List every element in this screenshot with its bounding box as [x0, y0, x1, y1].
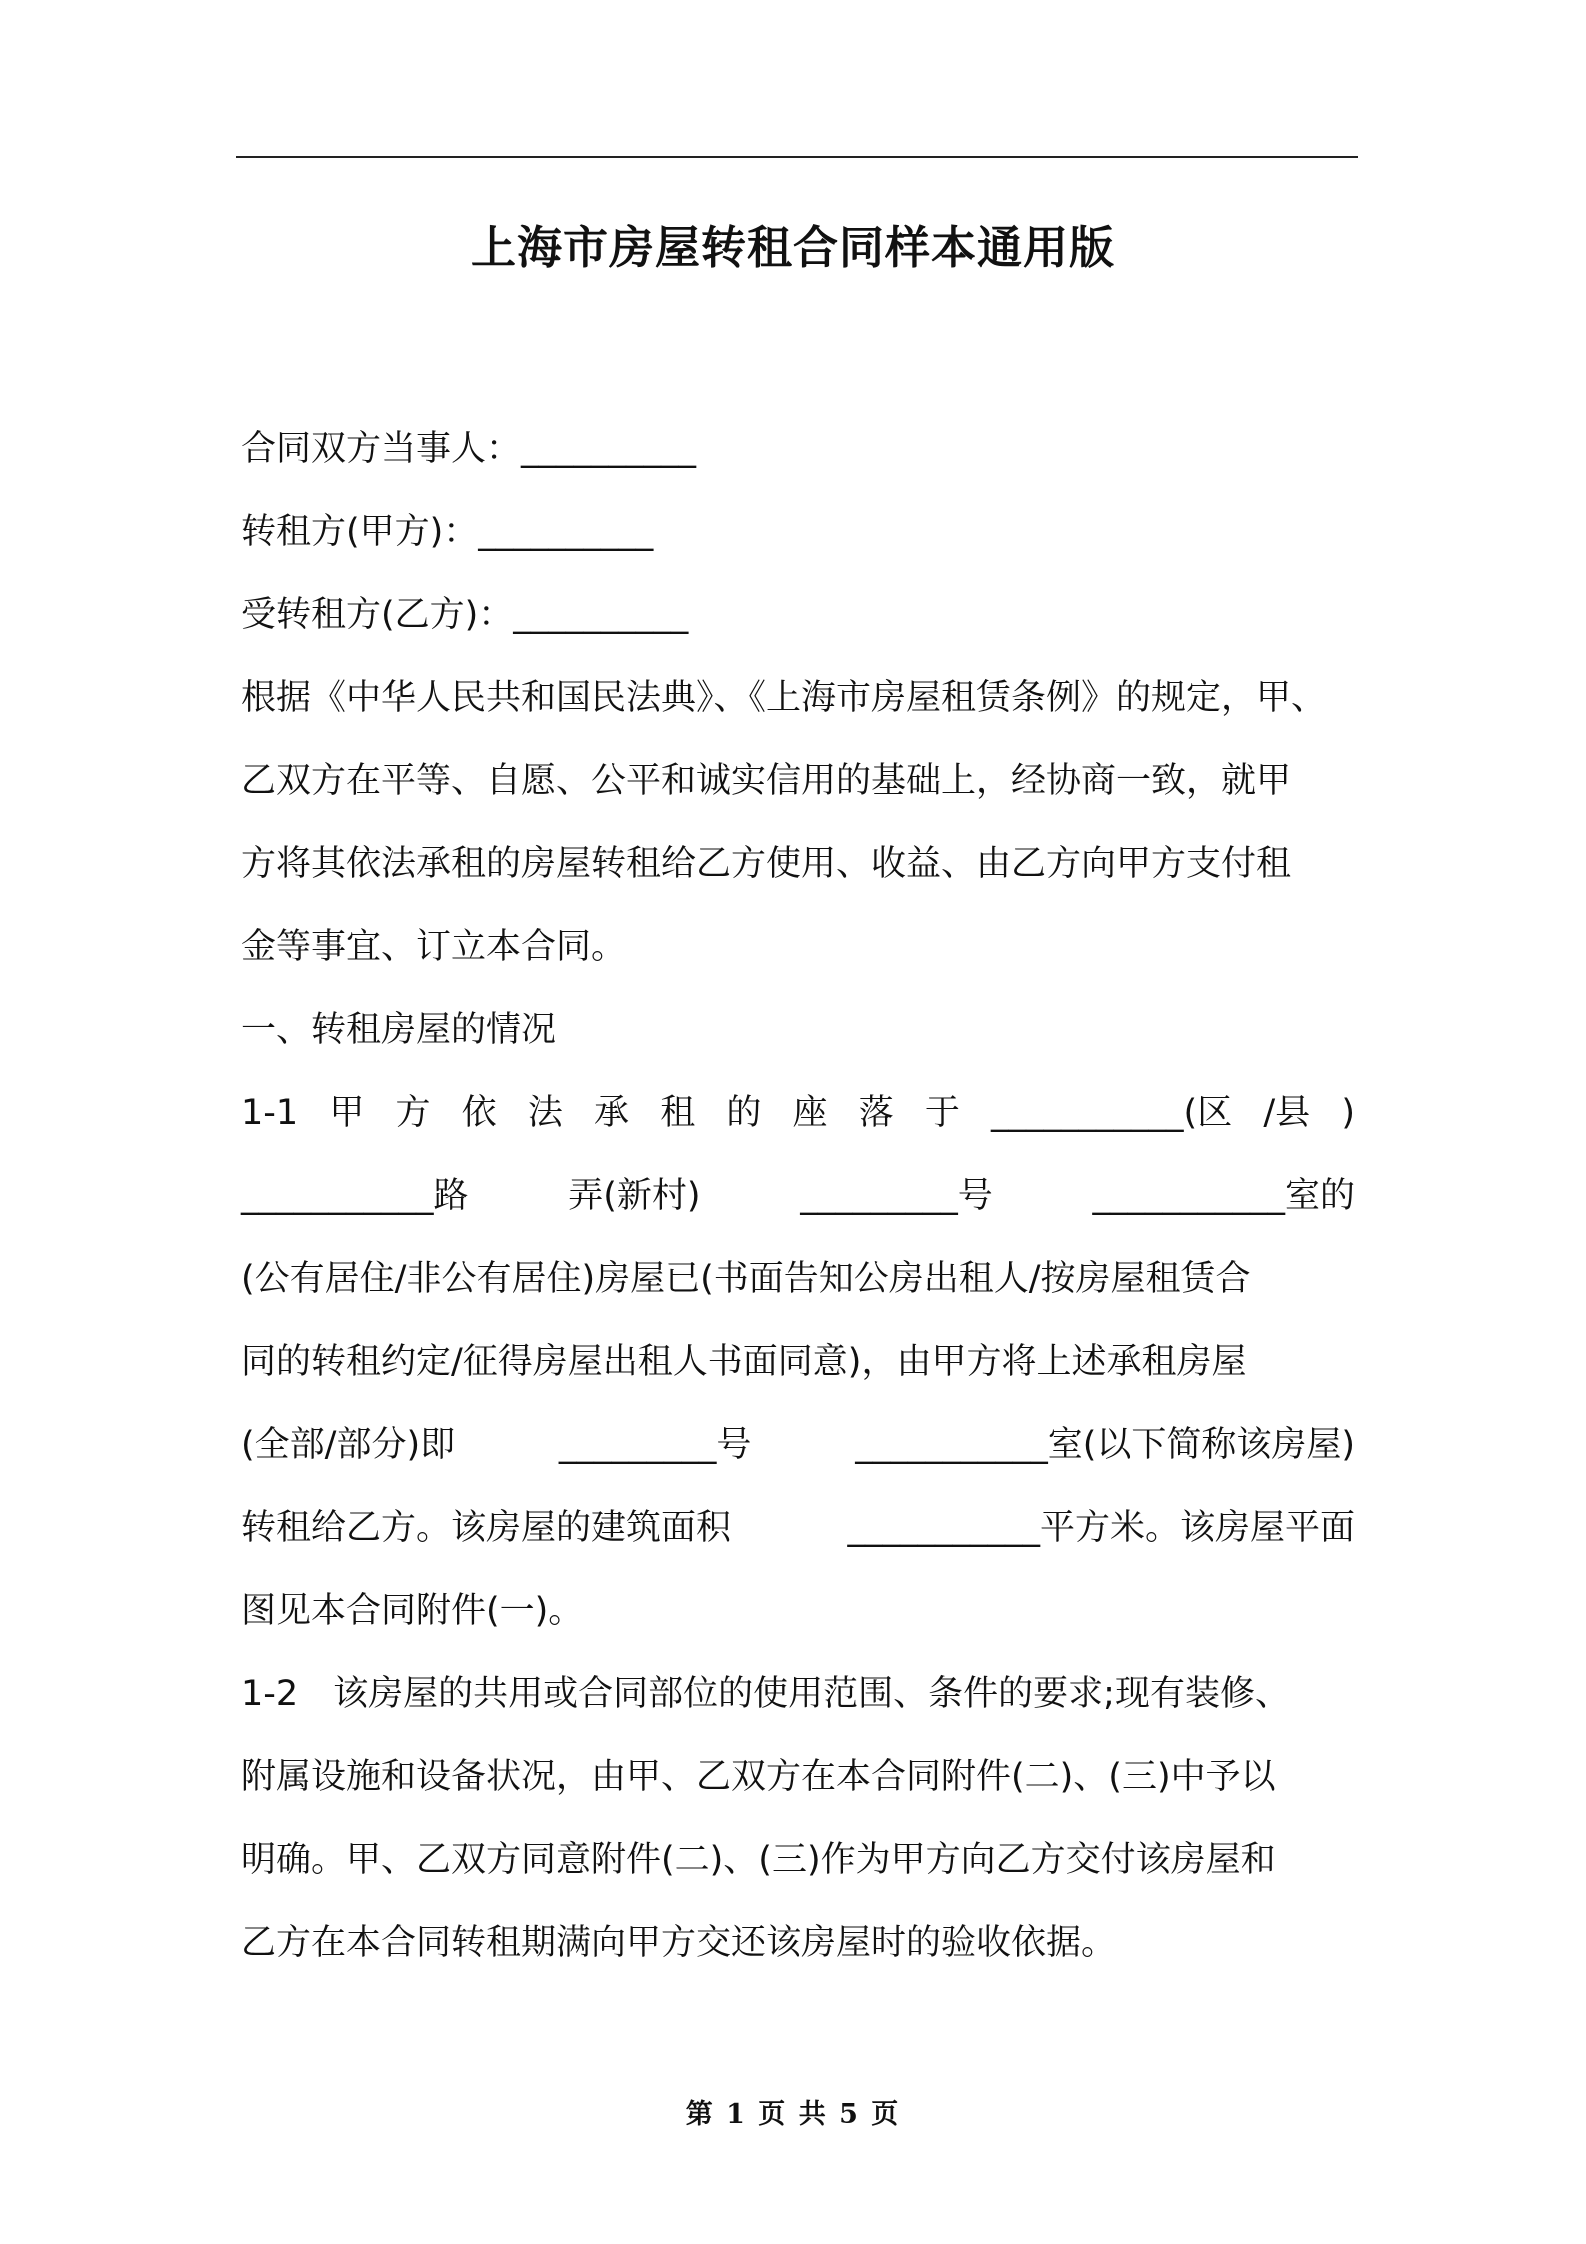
- text-segment: 附属设施和设备状况，由甲、乙双方在本合同附件(二)、(三)中予以: [241, 1757, 1276, 1797]
- text-line: [241, 989, 1355, 1072]
- text-line: [241, 408, 1355, 491]
- text-line: [241, 1321, 1355, 1404]
- text-segment: 弄(新村): [568, 1176, 701, 1216]
- text-line: [241, 1487, 1355, 1570]
- text-segment: 明确。甲、乙双方同意附件(二)、(三)作为甲方向乙方交付该房屋和: [241, 1840, 1276, 1880]
- document-body: [241, 408, 1355, 1985]
- text-line: [241, 906, 1355, 989]
- text-segment: 一、转租房屋的情况: [241, 1010, 557, 1050]
- text-line: [241, 1155, 1355, 1238]
- text-segment: 落: [858, 1093, 894, 1133]
- text-segment: (全部/部分)即: [241, 1425, 456, 1465]
- text-segment: (公有居住/非公有居住)房屋已(书面告知公房出租人/按房屋租赁合: [241, 1259, 1251, 1299]
- text-line: [241, 740, 1355, 823]
- text-segment: 受转租方(乙方)：__________: [241, 595, 689, 635]
- text-segment: 方将其依法承租的房屋转租给乙方使用、收益、由乙方向甲方支付租: [241, 844, 1292, 884]
- text-segment: 乙方在本合同转租期满向甲方交还该房屋时的验收依据。: [241, 1923, 1117, 1963]
- text-segment: ___________室(以下简称该房屋): [855, 1425, 1355, 1465]
- page-footer: 第 1 页 共 5 页: [685, 2099, 901, 2130]
- text-segment: ___________平方米。该房屋平面: [847, 1508, 1355, 1548]
- text-segment: 于: [924, 1093, 960, 1133]
- text-line: [241, 1404, 1355, 1487]
- text-line: [241, 1736, 1355, 1819]
- text-segment: 依: [461, 1093, 497, 1133]
- text-line: [241, 657, 1355, 740]
- text-segment: 1-2 该房屋的共用或合同部位的使用范围、条件的要求;现有装修、: [241, 1674, 1290, 1714]
- text-line: [241, 1570, 1355, 1653]
- document-title: 上海市房屋转租合同样本通用版: [470, 221, 1115, 274]
- text-line: [241, 1653, 1355, 1736]
- text-line: [241, 574, 1355, 657]
- text-segment: ___________室的: [1092, 1176, 1355, 1216]
- text-segment: 金等事宜、订立本合同。: [241, 927, 627, 967]
- text-line: [241, 1819, 1355, 1902]
- text-segment: 承: [594, 1093, 630, 1133]
- text-segment: ___________路: [241, 1176, 469, 1216]
- text-segment: _________号: [558, 1425, 752, 1465]
- text-segment: 图见本合同附件(一)。: [241, 1591, 584, 1631]
- text-segment: ): [1341, 1093, 1355, 1133]
- text-segment: 法: [527, 1093, 563, 1133]
- text-line: [241, 1902, 1355, 1985]
- text-segment: 甲: [329, 1093, 365, 1133]
- text-segment: 乙双方在平等、自愿、公平和诚实信用的基础上，经协商一致，就甲: [241, 761, 1292, 801]
- text-segment: 同的转租约定/征得房屋出租人书面同意)，由甲方将上述承租房屋: [241, 1342, 1247, 1382]
- text-segment: 租: [660, 1093, 696, 1133]
- text-segment: ___________(区: [991, 1093, 1233, 1133]
- text-segment: 根据《中华人民共和国民法典》、《上海市房屋租赁条例》的规定，甲、: [241, 678, 1327, 718]
- text-segment: /县: [1263, 1093, 1311, 1133]
- text-line: [241, 823, 1355, 906]
- text-line: [241, 491, 1355, 574]
- text-line: [241, 1238, 1355, 1321]
- text-segment: 的: [726, 1093, 762, 1133]
- header-rule: [236, 156, 1358, 158]
- text-line: [241, 1072, 1355, 1155]
- text-segment: 合同双方当事人：__________: [241, 429, 697, 469]
- text-segment: 方: [395, 1093, 431, 1133]
- text-segment: 转租方(甲方)：__________: [241, 512, 654, 552]
- text-segment: 座: [792, 1093, 828, 1133]
- text-segment: _________号: [800, 1176, 993, 1216]
- text-segment: 转租给乙方。该房屋的建筑面积: [241, 1508, 732, 1548]
- text-segment: 1-1: [241, 1093, 299, 1133]
